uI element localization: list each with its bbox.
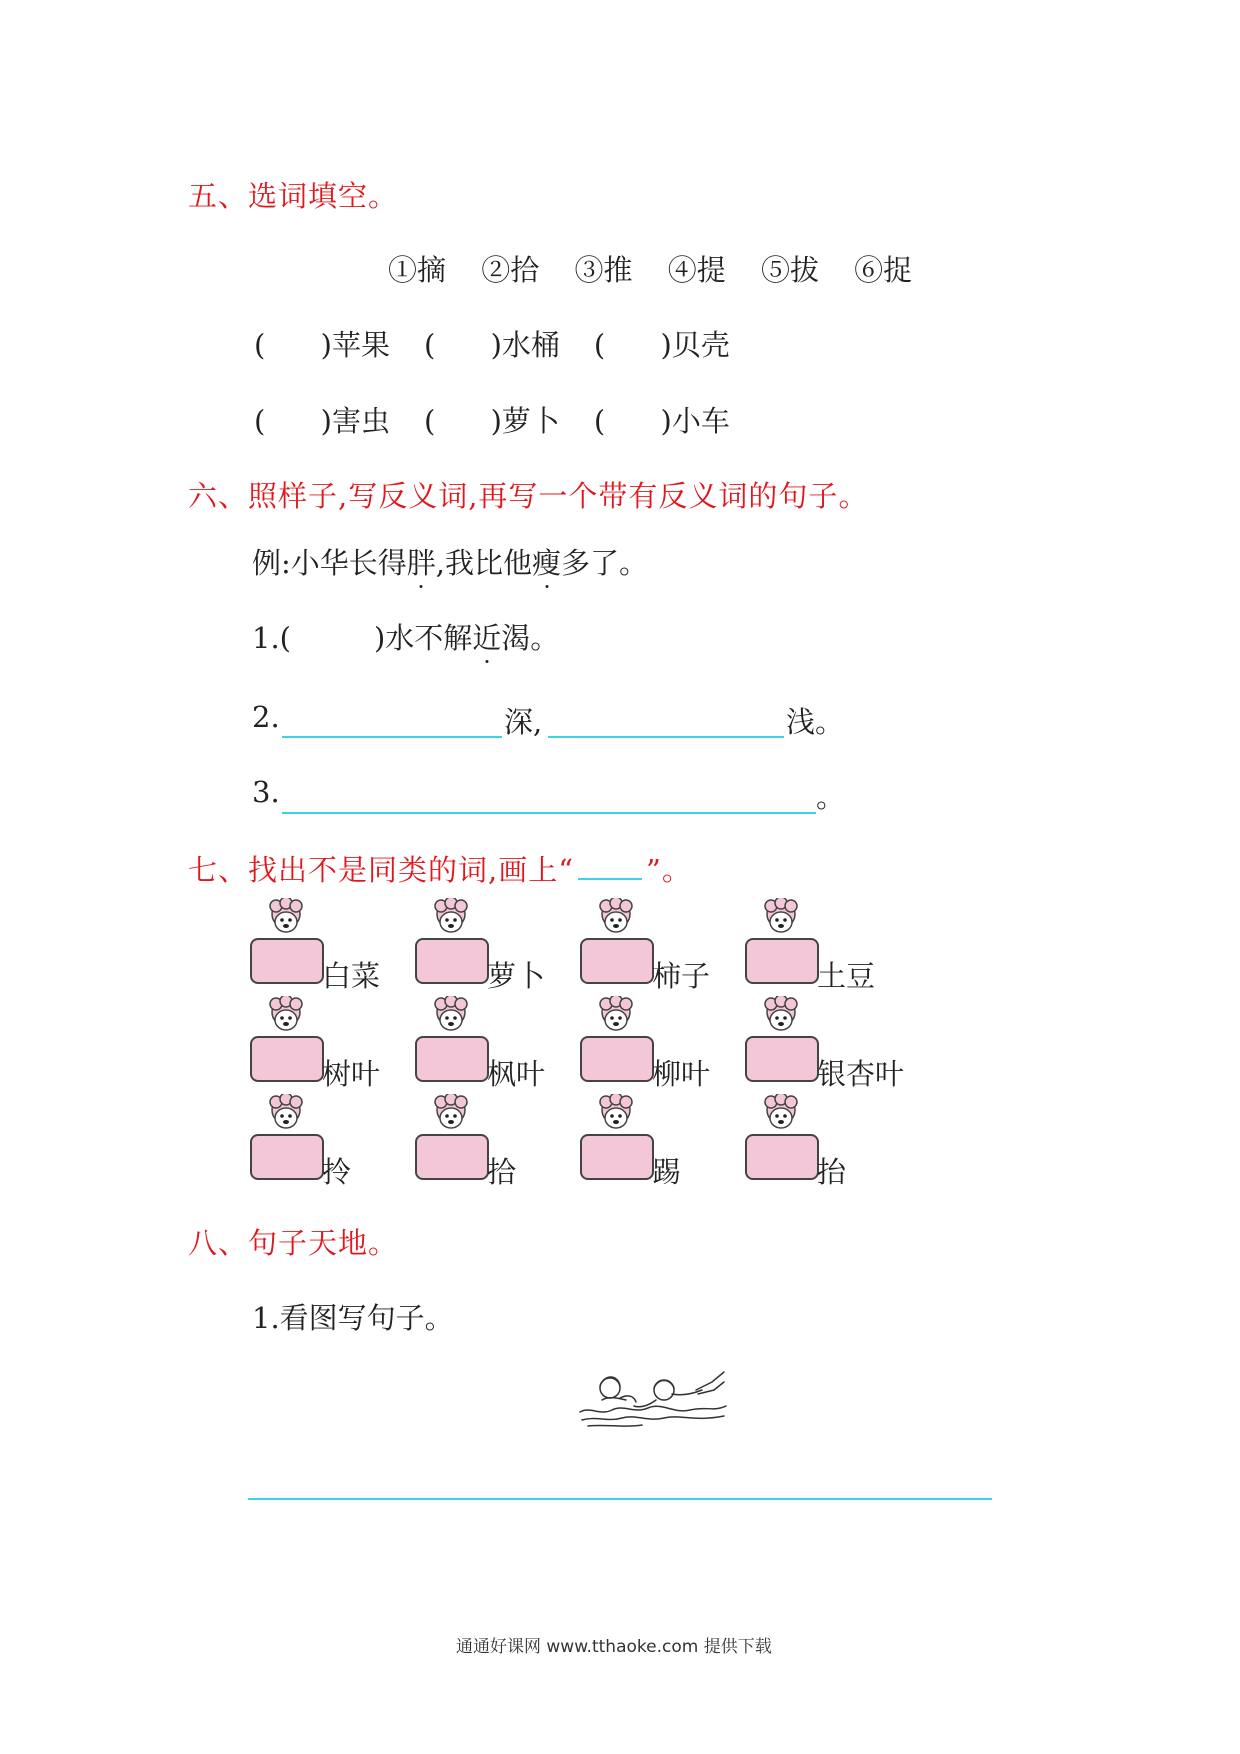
emphasized-near: 近: [472, 616, 501, 657]
question-6-3-end: 。: [816, 780, 846, 814]
option-1: ①摘: [388, 253, 447, 287]
pink-sign-board[interactable]: [250, 1036, 324, 1082]
word-choice-card[interactable]: [580, 996, 660, 1088]
fill-row-1: [254, 323, 730, 364]
pink-sign-board[interactable]: [415, 1134, 489, 1180]
answer-line[interactable]: [248, 1498, 992, 1500]
card-word: 拎: [322, 1155, 352, 1189]
question-6-1: [252, 616, 559, 657]
emphasized-fat: 胖: [407, 541, 436, 582]
word-apple: 苹果: [331, 328, 390, 362]
word-options: [388, 248, 938, 289]
card-word: 拾: [487, 1155, 517, 1189]
word-choice-card[interactable]: [415, 898, 495, 990]
card-word: 土豆: [817, 959, 876, 993]
footer-credit: 通通好课网 www.tthaoke.com 提供下载: [456, 1637, 772, 1657]
answer-line[interactable]: [548, 736, 784, 738]
card-word: 柳叶: [652, 1057, 711, 1091]
word-choice-card[interactable]: [415, 1094, 495, 1186]
paren-blank[interactable]: ( ): [423, 328, 502, 362]
section5-heading: 五、选词填空。: [188, 179, 399, 213]
pink-sign-board[interactable]: [745, 1036, 819, 1082]
pink-sign-board[interactable]: [580, 938, 654, 984]
paren-blank[interactable]: ( ): [423, 404, 502, 438]
question-number: 1.: [252, 621, 280, 655]
paren-blank[interactable]: ( ): [593, 328, 672, 362]
example-text: 例:小华长得: [252, 546, 407, 580]
paren-blank[interactable]: ( ): [254, 328, 332, 362]
word-choice-card[interactable]: [745, 1094, 825, 1186]
card-word: 树叶: [322, 1057, 381, 1091]
word-radish: 萝卜: [501, 404, 560, 438]
card-word: 柿子: [652, 959, 711, 993]
option-4: ④提: [667, 253, 726, 287]
sheep-icon: [594, 996, 638, 1036]
sheep-icon: [429, 996, 473, 1036]
answer-line[interactable]: [282, 812, 816, 814]
card-word: 枫叶: [487, 1057, 546, 1091]
question-6-2-deep: 深,: [504, 705, 543, 739]
option-3: ③推: [574, 253, 633, 287]
sheep-icon: [759, 996, 803, 1036]
sheep-icon: [264, 898, 308, 938]
sheep-icon: [264, 1094, 308, 1134]
question-text: 水不解: [385, 621, 473, 655]
paren-blank[interactable]: ( ): [593, 404, 672, 438]
word-choice-card[interactable]: [250, 996, 330, 1088]
word-cart: 小车: [671, 404, 730, 438]
word-choice-card[interactable]: [580, 1094, 660, 1186]
word-choice-card[interactable]: [745, 996, 825, 1088]
pink-sign-board[interactable]: [580, 1134, 654, 1180]
pink-sign-board[interactable]: [415, 938, 489, 984]
word-choice-card[interactable]: [250, 1094, 330, 1186]
fill-row-2: [254, 399, 730, 440]
pink-sign-board[interactable]: [580, 1036, 654, 1082]
section7-heading-text: ”。: [646, 853, 692, 887]
option-2: ②拾: [481, 253, 540, 287]
word-pest: 害虫: [331, 404, 390, 438]
section7-heading: [188, 848, 692, 889]
question-text: 渴。: [501, 621, 560, 655]
question-6-3-number: 3.: [252, 775, 280, 809]
pink-sign-board[interactable]: [250, 1134, 324, 1180]
sheep-icon: [429, 898, 473, 938]
pink-sign-board[interactable]: [745, 1134, 819, 1180]
pink-sign-board[interactable]: [250, 938, 324, 984]
example-sentence: [252, 541, 648, 582]
option-5: ⑤拔: [760, 253, 819, 287]
sheep-icon: [759, 1094, 803, 1134]
section6-heading: 六、照样子,写反义词,再写一个带有反义词的句子。: [188, 479, 869, 513]
sheep-icon: [594, 898, 638, 938]
sheep-icon: [759, 898, 803, 938]
section7-heading-text: 七、找出不是同类的词,画上“: [188, 853, 575, 887]
question-8-1: 1.看图写句子。: [252, 1301, 454, 1335]
section8-heading: 八、句子天地。: [188, 1226, 399, 1260]
example-text: 多了。: [561, 546, 649, 580]
sheep-icon: [429, 1094, 473, 1134]
option-6: ⑥捉: [854, 253, 913, 287]
emphasized-thin: 瘦: [532, 541, 561, 582]
card-word: 银杏叶: [817, 1057, 905, 1091]
underline-sample: [578, 856, 642, 880]
sheep-icon: [594, 1094, 638, 1134]
pink-sign-board[interactable]: [415, 1036, 489, 1082]
paren-blank[interactable]: ( ): [279, 621, 386, 655]
sheep-icon: [264, 996, 308, 1036]
card-word: 抬: [817, 1155, 847, 1189]
word-choice-card[interactable]: [250, 898, 330, 990]
question-6-2-shallow: 浅。: [786, 705, 845, 739]
word-choice-card[interactable]: [745, 898, 825, 990]
swimming-children-illustration: [578, 1360, 728, 1432]
pink-sign-board[interactable]: [745, 938, 819, 984]
card-word: 萝卜: [487, 959, 546, 993]
answer-line[interactable]: [282, 736, 502, 738]
card-word: 踢: [652, 1155, 682, 1189]
paren-blank[interactable]: ( ): [254, 404, 332, 438]
word-choice-card[interactable]: [580, 898, 660, 990]
word-shell: 贝壳: [671, 328, 730, 362]
word-bucket: 水桶: [501, 328, 560, 362]
question-6-2-number: 2.: [252, 700, 280, 734]
example-text: ,我比他: [435, 546, 533, 580]
card-word: 白菜: [322, 959, 381, 993]
word-choice-card[interactable]: [415, 996, 495, 1088]
